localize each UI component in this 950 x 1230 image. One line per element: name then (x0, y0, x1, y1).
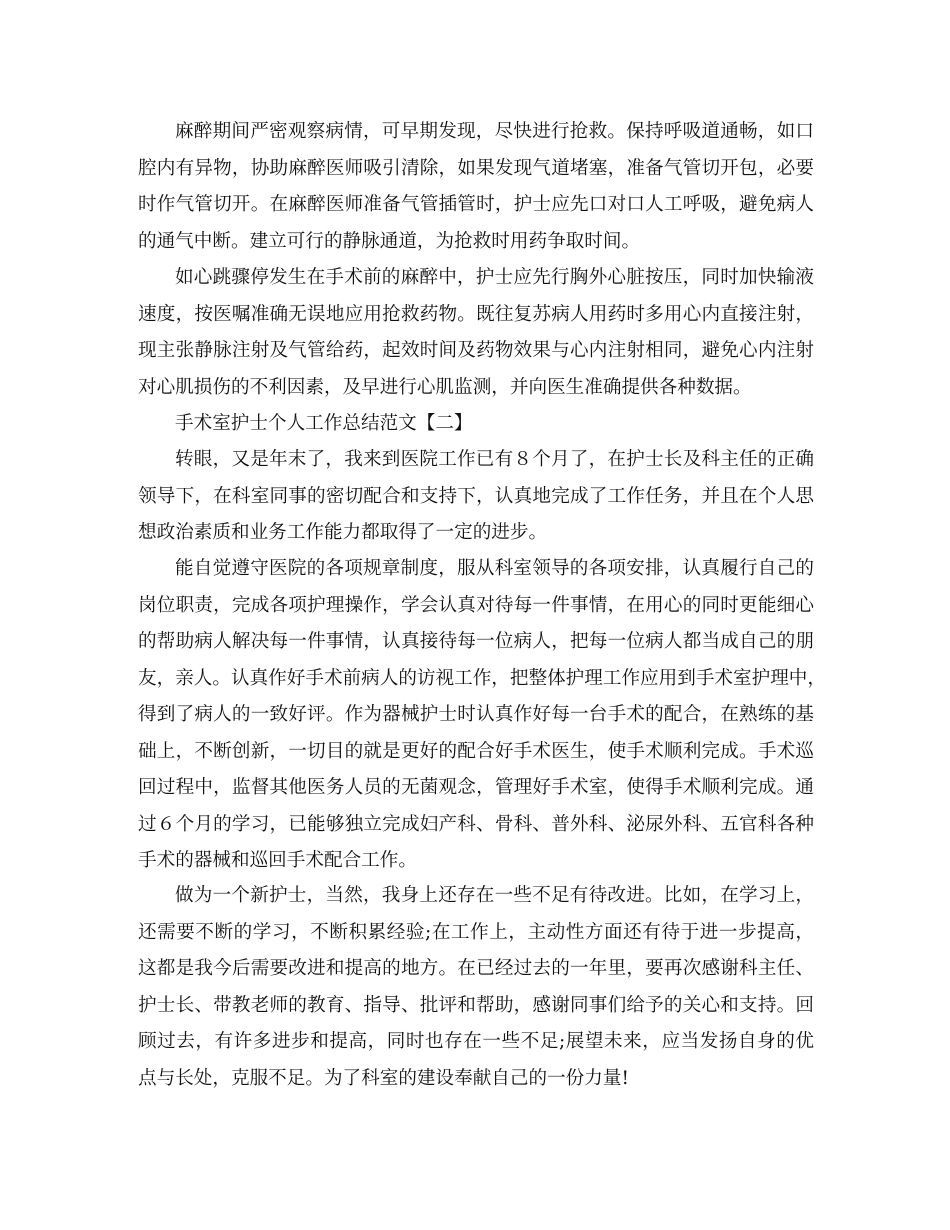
text-line: 护士长、带教老师的教育、指导、批评和帮助，感谢同事们给予的关心和支持。回 (138, 994, 814, 1016)
text-line: 做为一个新护士，当然，我身上还存在一些不足有待改进。比如，在学习上， (175, 885, 814, 906)
text-line: 础上，不断创新，一切目的就是更好的配合好手术医生，使手术顺利完成。手术巡 (138, 740, 814, 762)
text-line: 领导下，在科室同事的密切配合和支持下，认真地完成了工作任务，并且在个人思 (138, 485, 814, 507)
text-line: 回过程中，监督其他医务人员的无菌观念，管理好手术室，使得手术顺利完成。通 (138, 777, 814, 798)
text-line: 腔内有异物，协助麻醉医师吸引清除，如果发现气道堵塞，准备气管切开包，必要 (138, 157, 814, 179)
text-line: 能自觉遵守医院的各项规章制度，服从科室领导的各项安排，认真履行自己的 (175, 558, 814, 579)
paragraph-cardiac-arrest (138, 260, 814, 406)
text-line: 转眼，又是年末了，我来到医院工作已有８个月了，在护士长及科主任的正确 (175, 449, 814, 470)
text-line: 时作气管切开。在麻醉医师准备气管插管时，护士应先口对口人工呼吸，避免病人 (138, 194, 814, 215)
text-line: 麻醉期间严密观察病情，可早期发现，尽快进行抢救。保持呼吸道通畅，如口 (175, 121, 814, 142)
text-line: 对心肌损伤的不利因素，及早进行心肌监测，并向医生准确提供各种数据。 (138, 376, 752, 398)
text-line: 过６个月的学习，已能够独立完成妇产科、骨科、普外科、泌尿外科、五官科各种 (138, 813, 814, 835)
text-line: 速度，按医嘱准确无误地应用抢救药物。既往复苏病人用药时多用心内直接注射， (138, 303, 814, 325)
text-line: 友，亲人。认真作好手术前病人的访视工作，把整体护理工作应用到手术室护理中， (138, 667, 826, 689)
paragraph-self-improvement (138, 878, 814, 1097)
text-line: 顾过去，有许多进步和提高，同时也存在一些不足;展望未来，应当发扬自身的优 (138, 1031, 814, 1052)
text-line: 还需要不断的学习，不断积累经验;在工作上，主动性方面还有待于进一步提高， (138, 921, 814, 943)
text-line: 得到了病人的一致好评。作为器械护士时认真作好每一台手术的配合，在熟练的基 (138, 704, 814, 725)
text-line: 现主张静脉注射及气管给药，起效时间及药物效果与心内注射相同，避免心内注射 (138, 340, 814, 361)
text-line: 这都是我今后需要改进和提高的地方。在已经过去的一年里，要再次感谢科主任、 (138, 958, 814, 979)
section-heading: 手术室护士个人工作总结范文【二】 (175, 413, 473, 434)
paragraph-year-end (138, 442, 814, 552)
text-line: 想政治素质和业务工作能力都取得了一定的进步。 (138, 522, 548, 543)
text-line: 的帮助病人解决每一件事情，认真接待每一位病人，把每一位病人都当成自己的朋 (138, 631, 814, 652)
text-line: 的通气中断。建立可行的静脉通道，为抢救时用药争取时间。 (138, 230, 641, 252)
text-line: 点与长处，克服不足。为了科室的建设奉献自己的一份力量! (138, 1067, 629, 1089)
paragraph-anesthesia-monitoring (138, 114, 814, 260)
text-line: 如心跳骤停发生在手术前的麻醉中，护士应先行胸外心脏按压，同时加快输液 (175, 267, 814, 288)
text-line: 手术的器械和巡回手术配合工作。 (138, 850, 417, 871)
paragraph-duties (138, 551, 826, 880)
text-line: 岗位职责，完成各项护理操作，学会认真对待每一件事情，在用心的同时更能细心 (138, 594, 814, 616)
